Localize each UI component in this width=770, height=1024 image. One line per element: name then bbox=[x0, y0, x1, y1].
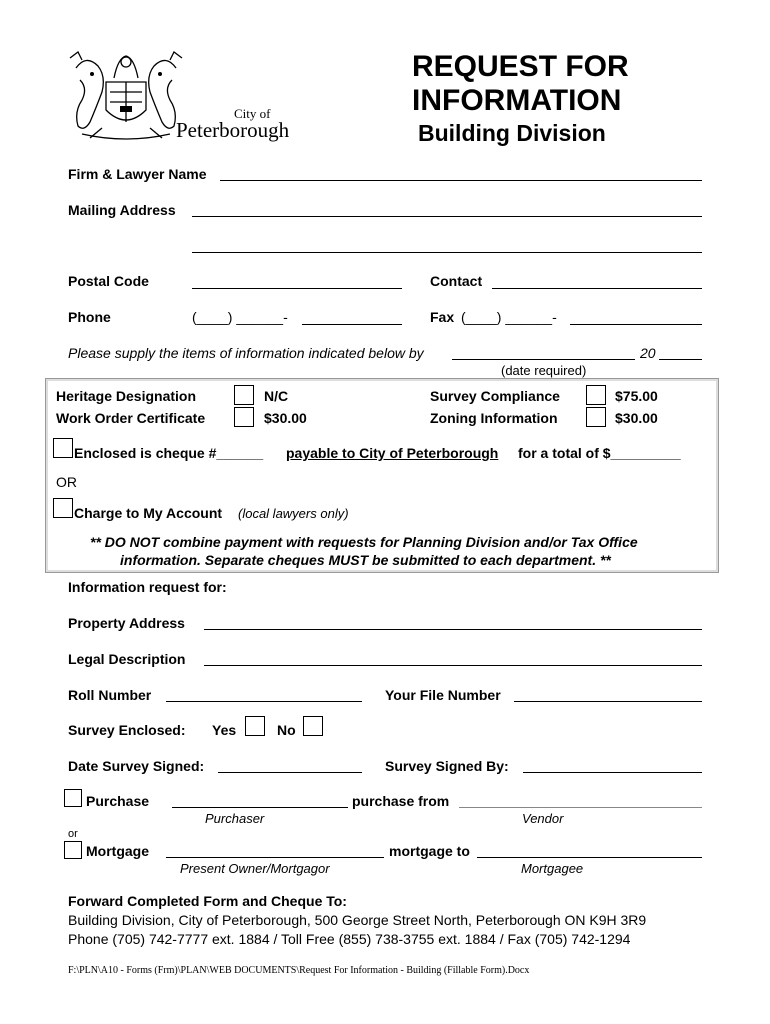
mailing-address-label: Mailing Address bbox=[68, 202, 176, 218]
contact-label: Contact bbox=[430, 273, 483, 289]
property-address-field[interactable] bbox=[204, 629, 702, 630]
survey-no-checkbox[interactable] bbox=[303, 716, 323, 736]
mortgagee-field[interactable] bbox=[477, 857, 702, 858]
mortgage-checkbox[interactable] bbox=[64, 841, 82, 859]
warning-line-1: ** DO NOT combine payment with requests for Planning Division and/or Tax Office bbox=[90, 534, 638, 550]
mailing-address-field-2[interactable] bbox=[192, 252, 702, 253]
mailing-address-field-1[interactable] bbox=[192, 216, 702, 217]
phone-format: (____) ______- bbox=[192, 309, 288, 325]
logo-city-of: City of bbox=[234, 106, 271, 121]
phone-field[interactable] bbox=[302, 324, 402, 325]
present-owner-hint: Present Owner/Mortgagor bbox=[180, 861, 330, 876]
survey-compliance-price: $75.00 bbox=[615, 388, 658, 404]
roll-number-label: Roll Number bbox=[68, 687, 152, 703]
cheque-checkbox[interactable] bbox=[53, 438, 73, 458]
contact-field[interactable] bbox=[492, 288, 702, 289]
supply-year: 20 bbox=[640, 345, 656, 361]
vendor-field[interactable] bbox=[459, 807, 702, 808]
mortgage-label: Mortgage bbox=[86, 843, 149, 859]
page-title-line2: INFORMATION bbox=[412, 84, 622, 117]
date-survey-signed-field[interactable] bbox=[218, 772, 362, 773]
cheque-payable: payable to City of Peterborough bbox=[286, 445, 499, 461]
fax-format: (____) ______- bbox=[461, 309, 557, 325]
forward-phone: Phone (705) 742-7777 ext. 1884 / Toll Free (855) 738-3755 ext. 1884 / Fax (705) 742-1294 bbox=[68, 931, 631, 947]
mortgage-to-label: mortgage to bbox=[389, 843, 470, 859]
postal-code-field[interactable] bbox=[192, 288, 402, 289]
heritage-designation-price: N/C bbox=[264, 388, 289, 404]
cheque-label: Enclosed is cheque #______ bbox=[74, 445, 264, 461]
year-field[interactable] bbox=[659, 359, 702, 360]
warning-line-2: information. Separate cheques MUST be submitted to each department. ** bbox=[120, 552, 611, 568]
your-file-number-field[interactable] bbox=[514, 701, 702, 702]
info-request-heading: Information request for: bbox=[68, 579, 227, 595]
page-title-line1: REQUEST FOR bbox=[412, 50, 629, 83]
fax-field[interactable] bbox=[570, 324, 702, 325]
survey-signed-by-field[interactable] bbox=[523, 772, 702, 773]
survey-yes-label: Yes bbox=[212, 722, 237, 738]
survey-signed-by-label: Survey Signed By: bbox=[385, 758, 509, 774]
survey-enclosed-label: Survey Enclosed: bbox=[68, 722, 186, 738]
survey-compliance-label: Survey Compliance bbox=[430, 388, 560, 404]
mortgagee-hint: Mortgagee bbox=[521, 861, 584, 876]
charge-account-checkbox[interactable] bbox=[53, 498, 73, 518]
zoning-info-checkbox[interactable] bbox=[586, 407, 606, 427]
postal-code-label: Postal Code bbox=[68, 273, 149, 289]
property-address-label: Property Address bbox=[68, 615, 185, 631]
supply-instruction: Please supply the items of information indicated below by bbox=[68, 345, 424, 361]
purchaser-field[interactable] bbox=[172, 807, 348, 808]
logo-city-name: Peterborough bbox=[176, 118, 290, 142]
purchaser-hint: Purchaser bbox=[205, 811, 265, 826]
phone-label: Phone bbox=[68, 309, 111, 325]
forward-address: Building Division, City of Peterborough, 500 George Street North, Peterborough ON K9H 3R9 bbox=[68, 912, 647, 928]
date-required-field[interactable] bbox=[452, 359, 635, 360]
work-order-label: Work Order Certificate bbox=[56, 410, 206, 426]
coat-of-arms-icon bbox=[66, 48, 186, 144]
firm-lawyer-field[interactable] bbox=[220, 180, 702, 181]
legal-description-field[interactable] bbox=[204, 665, 702, 666]
work-order-price: $30.00 bbox=[264, 410, 307, 426]
survey-yes-checkbox[interactable] bbox=[245, 716, 265, 736]
your-file-number-label: Your File Number bbox=[385, 687, 501, 703]
charge-account-note: (local lawyers only) bbox=[238, 506, 349, 521]
or-small: or bbox=[68, 828, 78, 840]
survey-compliance-checkbox[interactable] bbox=[586, 385, 606, 405]
city-logo bbox=[66, 48, 296, 148]
zoning-info-label: Zoning Information bbox=[430, 410, 558, 426]
charge-account-label: Charge to My Account bbox=[74, 505, 223, 521]
survey-no-label: No bbox=[277, 722, 296, 738]
legal-description-label: Legal Description bbox=[68, 651, 186, 667]
purchase-checkbox[interactable] bbox=[64, 789, 82, 807]
file-path: F:\PLN\A10 - Forms (Frm)\PLAN\WEB DOCUMENTS\Request For Information - Building (Fillable Form).Docx bbox=[68, 965, 530, 976]
purchase-from-label: purchase from bbox=[352, 793, 450, 809]
vendor-hint: Vendor bbox=[522, 811, 564, 826]
roll-number-field[interactable] bbox=[166, 701, 362, 702]
heritage-designation-checkbox[interactable] bbox=[234, 385, 254, 405]
firm-lawyer-label: Firm & Lawyer Name bbox=[68, 166, 207, 182]
mortgagor-field[interactable] bbox=[166, 857, 384, 858]
forward-heading: Forward Completed Form and Cheque To: bbox=[68, 893, 347, 909]
purchase-label: Purchase bbox=[86, 793, 150, 809]
work-order-checkbox[interactable] bbox=[234, 407, 254, 427]
date-required-hint: (date required) bbox=[501, 363, 587, 378]
heritage-designation-label: Heritage Designation bbox=[56, 388, 197, 404]
fax-label: Fax bbox=[430, 309, 455, 325]
zoning-info-price: $30.00 bbox=[615, 410, 658, 426]
or-separator: OR bbox=[56, 474, 77, 490]
date-survey-signed-label: Date Survey Signed: bbox=[68, 758, 205, 774]
cheque-total: for a total of $_________ bbox=[518, 445, 681, 461]
page-subtitle: Building Division bbox=[418, 120, 606, 146]
